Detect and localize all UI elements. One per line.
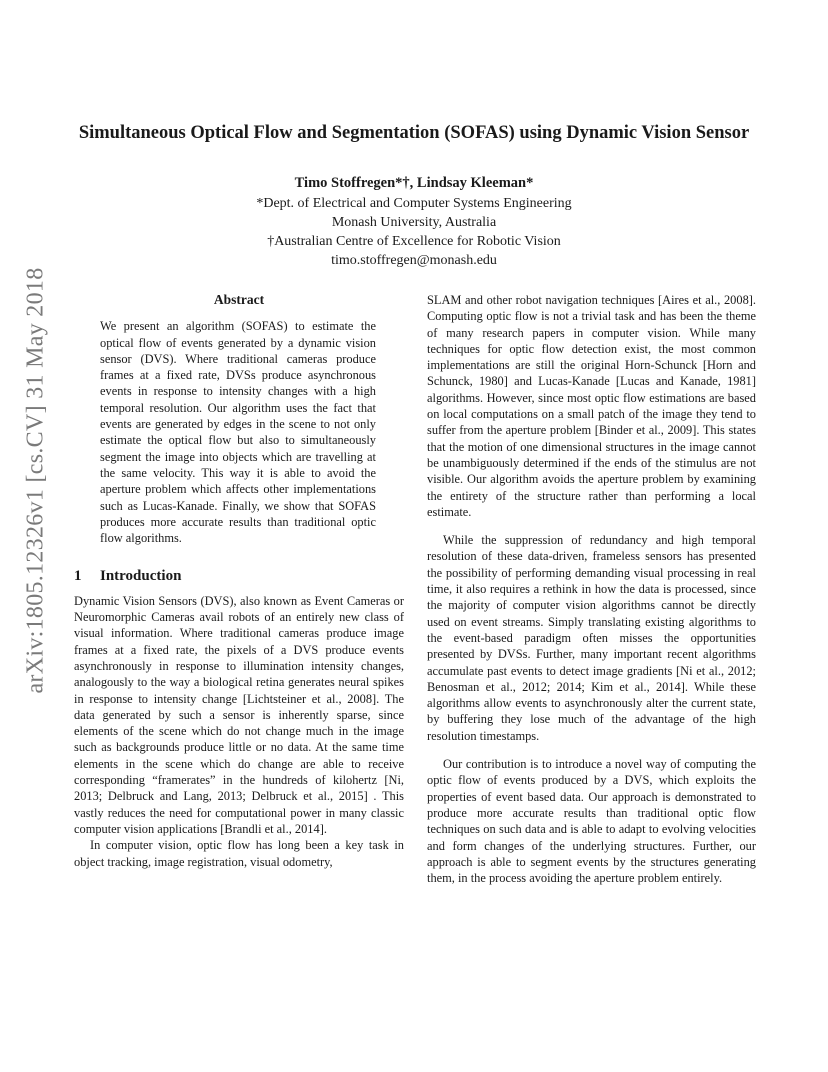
paper-title: Simultaneous Optical Flow and Segmentation (SOFAS) using Dynamic Vision Sensor bbox=[78, 123, 750, 143]
section-number: 1 bbox=[74, 568, 82, 585]
body-paragraph: Our contribution is to introduce a novel way of computing the optic flow of events produced by a DVS, which exploits the properties of event based data. Our approach is demonstrated to produce more accurate results than traditional optic flow techniques on such data and is able to adapt to evolving velocities and form changes of the underlying structures. Further, our approach is able to segment events by the structures generating them, in the process avoiding the aperture problem entirely. bbox=[427, 757, 756, 886]
affiliation-line: Monash University, Australia bbox=[331, 215, 497, 230]
body-paragraph-continued: SLAM and other robot navigation techniques [Aires et al., 2008]. Computing optic flow is not a trivial task and has been the theme of many research papers in computer vision. While many techniques for optic flow detection exist, the most common implementations are still the original Horn-Schunck [Horn and Schunck, 1980] and Lucas-Kanade [Lucas and Kanade, 1981] algorithms. However, since most optic flow estimations are based on local computations on a small patch of the image they tend to suffer from the aperture problem [Binder et al., 2009]. This states that the motion of one dimensional structures in the image cannot be unambiguously determined if the ends of the stimulus are not visible. Our algorithm avoids the aperture problem by examining the entirety of the structure rather than performing a local estimate. bbox=[427, 293, 756, 519]
paper-authors: Timo Stoffregen*†, Lindsay Kleeman* bbox=[294, 175, 534, 191]
body-paragraph: While the suppression of redundancy and high temporal resolution of these data-driven, frameless sensors has presented the possibility of performing demanding visual processing in real time, it also requires a rethink in how the data is processed, since the majority of computer vision algorithms cannot be directly used on event streams. Simply translating existing algorithms to the event-based paradigm often misses the opportunities presented by DVSs. Further, many important recent algorithms accumulate past events to detect image gradients [Ni et al., 2012; Benosman et al., 2012; 2014; Kim et al., 2014]. While these algorithms allow events to asynchronously alter the current state, by buffering they lose much of the advantage of the high resolution timestamps. bbox=[427, 533, 756, 743]
left-column bbox=[74, 292, 404, 870]
abstract-body bbox=[100, 318, 376, 546]
arxiv-identifier bbox=[14, 266, 58, 694]
arxiv-identifier-text: arXiv:1805.12326v1 [cs.CV] 31 May 2018 bbox=[22, 266, 49, 694]
body-paragraph: Dynamic Vision Sensors (DVS), also known as Event Cameras or Neuromorphic Cameras avail robots of an entirely new class of visual information. Where traditional cameras produce image frames at a fixed rate, the pixels of a DVS produce events asynchronously in response to illumination intensity changes, analogously to the way a biological retina generates neural spikes in response to intensity change [Lichtsteiner et al., 2008]. The data generated by such a sensor is inherently sparse, since elements of the scene which do not change much in the image such as backgrounds produce little or no data. At the same time elements in the scene which do change are able to receive corresponding “framerates” in the hundreds of kilohertz [Ni, 2013; Delbruck and Lang, 2013; Delbruck et al., 2015] . This vastly reduces the need for computational power in many classic computer vision applications [Brandli et al., 2014]. bbox=[74, 593, 404, 836]
section-title: Introduction bbox=[100, 568, 182, 585]
affiliation-line: *Dept. of Electrical and Computer Systems Engineering bbox=[256, 196, 572, 211]
affiliations bbox=[70, 194, 758, 270]
affiliation-line: †Australian Centre of Excellence for Robotic Vision bbox=[267, 234, 561, 249]
section-heading bbox=[74, 568, 404, 584]
right-column bbox=[427, 292, 756, 886]
body-paragraph: In computer vision, optic flow has long been a key task in object tracking, image registration, visual odometry, bbox=[74, 838, 404, 869]
abstract-paragraph: We present an algorithm (SOFAS) to estimate the optical flow of events generated by a dynamic vision sensor (DVS). Where traditional cameras produce frames at a fixed rate, DVSs produce asynchronous events in response to intensity changes with a high temporal resolution. Our algorithm uses the fact that events are generated by edges in the scene to not only estimate the optical flow but also to simultaneously segment the image into objects which are travelling at the same velocity. This way it is able to avoid the aperture problem which affects other implementations such as Lucas-Kanade. Finally, we show that SOFAS produces more accurate results than traditional optic flow algorithms. bbox=[100, 319, 376, 546]
author-email: timo.stoffregen@monash.edu bbox=[331, 253, 497, 268]
abstract-heading: Abstract bbox=[213, 292, 265, 307]
